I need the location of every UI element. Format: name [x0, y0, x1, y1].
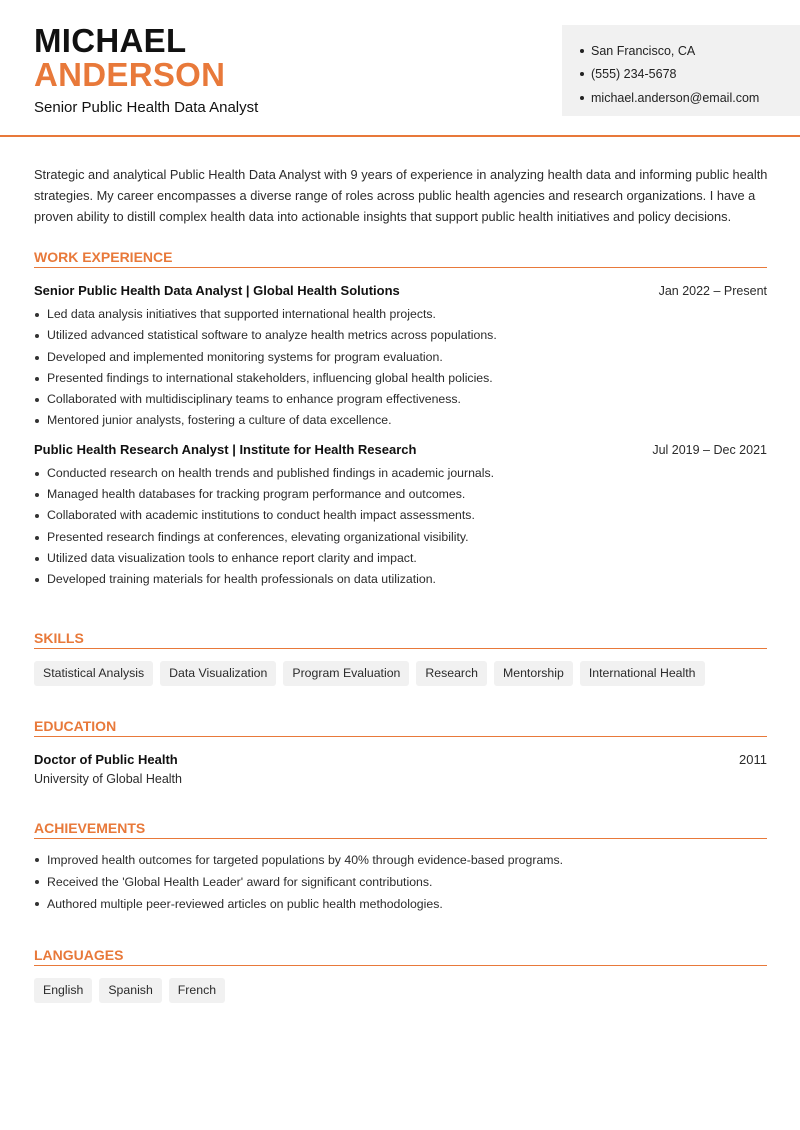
- skill-chip: International Health: [580, 661, 705, 686]
- list-item: Authored multiple peer-reviewed articles on public health methodologies.: [34, 893, 767, 915]
- section-heading: SKILLS: [34, 627, 767, 649]
- contact-box: [562, 25, 800, 116]
- list-item: Presented findings to international stakeholders, influencing global health policies.: [34, 368, 767, 389]
- job-title: Public Health Research Analyst | Institute for Health Research: [34, 441, 417, 457]
- first-name: MICHAEL: [34, 22, 187, 59]
- bullet-icon: [580, 96, 584, 100]
- school-name: University of Global Health: [34, 772, 182, 786]
- section-heading: WORK EXPERIENCE: [34, 246, 767, 268]
- job-bullets: [34, 463, 767, 591]
- education-header: [34, 752, 767, 767]
- list-item: Developed training materials for health professionals on data utilization.: [34, 569, 767, 590]
- language-chip: English: [34, 978, 92, 1003]
- phone-text: (555) 234-5678: [591, 67, 677, 82]
- section-heading: ACHIEVEMENTS: [34, 817, 767, 839]
- bullet-icon: [580, 49, 584, 53]
- job-title-headline: Senior Public Health Data Analyst: [34, 99, 259, 116]
- language-chip: French: [169, 978, 225, 1003]
- last-name: ANDERSON: [34, 56, 226, 93]
- education-section: [34, 715, 767, 786]
- job-bullets: [34, 304, 767, 432]
- languages-section: [34, 944, 767, 1003]
- achievements-section: [34, 817, 767, 915]
- contact-email: [580, 86, 800, 110]
- degree: Doctor of Public Health: [34, 752, 178, 767]
- work-experience-section: [34, 246, 767, 591]
- list-item: Improved health outcomes for targeted populations by 40% through evidence-based programs.: [34, 849, 767, 871]
- summary-paragraph: Strategic and analytical Public Health Data Analyst with 9 years of experience in analyzing health data and informing public health strategies. My career encompasses a diverse range of roles across public health agencies and research organizations. I have a proven ability to distill complex health data into actionable insights that support public health initiatives and policy decisions.: [34, 167, 768, 224]
- list-item: Collaborated with multidisciplinary teams to enhance program effectiveness.: [34, 389, 767, 410]
- section-heading: EDUCATION: [34, 715, 767, 737]
- list-item: Utilized data visualization tools to enhance report clarity and impact.: [34, 548, 767, 569]
- language-chip: Spanish: [99, 978, 161, 1003]
- list-item: Managed health databases for tracking program performance and outcomes.: [34, 484, 767, 505]
- skill-chip: Mentorship: [494, 661, 573, 686]
- candidate-name: [34, 24, 225, 92]
- skill-chip: Research: [416, 661, 487, 686]
- list-item: Developed and implemented monitoring systems for program evaluation.: [34, 347, 767, 368]
- skill-chip: Statistical Analysis: [34, 661, 153, 686]
- graduation-year: 2011: [739, 752, 767, 767]
- contact-phone: [580, 63, 800, 87]
- job-dates: Jan 2022 – Present: [658, 284, 767, 298]
- list-item: Utilized advanced statistical software to analyze health metrics across populations.: [34, 325, 767, 346]
- list-item: Presented research findings at conferences, elevating organizational visibility.: [34, 527, 767, 548]
- list-item: Led data analysis initiatives that supported international health projects.: [34, 304, 767, 325]
- list-item: Received the 'Global Health Leader' award for significant contributions.: [34, 871, 767, 893]
- job-header: [34, 283, 767, 298]
- job-header: [34, 442, 767, 457]
- list-item: Collaborated with academic institutions to conduct health impact assessments.: [34, 505, 767, 526]
- list-item: Mentored junior analysts, fostering a culture of data excellence.: [34, 410, 767, 431]
- achievement-bullets: [34, 849, 767, 915]
- skill-chip: Data Visualization: [160, 661, 276, 686]
- bullet-icon: [580, 72, 584, 76]
- location-text: San Francisco, CA: [591, 43, 696, 58]
- skills-section: [34, 627, 767, 686]
- skill-chip: Program Evaluation: [283, 661, 409, 686]
- email-link[interactable]: michael.anderson@email.com: [591, 90, 760, 105]
- section-heading: LANGUAGES: [34, 944, 767, 966]
- resume-header: [0, 0, 800, 137]
- list-item: Conducted research on health trends and published findings in academic journals.: [34, 463, 767, 484]
- language-chips: [34, 978, 767, 1003]
- job-dates: Jul 2019 – Dec 2021: [652, 442, 767, 457]
- skills-chips: [34, 661, 767, 686]
- contact-location: [580, 39, 800, 63]
- job-title: Senior Public Health Data Analyst | Global Health Solutions: [34, 283, 400, 298]
